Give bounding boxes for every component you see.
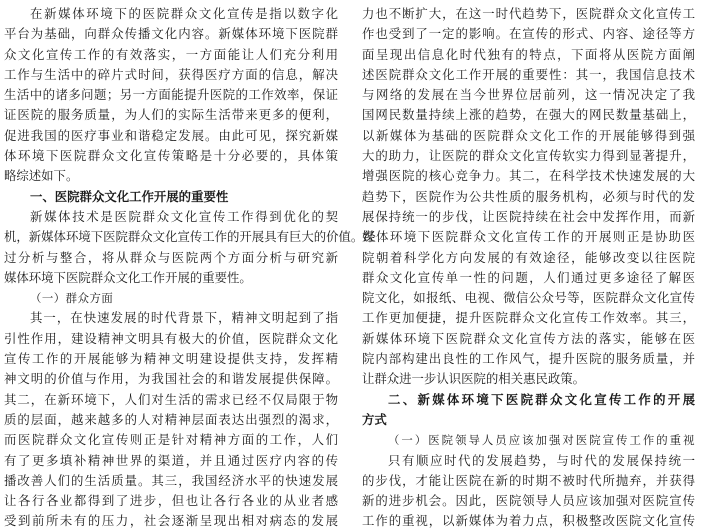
text-line: 机，新媒体环境下医院群众文化宣传工作的开展具有巨大的价值。经 [4,229,376,245]
text-line: 只有顺应时代的发展趋势，与时代的发展保持统一 [388,452,695,468]
text-line: 面呈现出信息化时代独有的特点，下面将从医院方面阐 [362,46,695,62]
subsection-heading: （一）群众方面 [30,291,114,306]
text-line: 作也受到了一定的影响。在宣传的形式、内容、途径等方 [362,26,695,42]
text-line: 播改善人们的生活质量。其三，我国经济水平的快速发展 [4,472,338,488]
text-line: 让各行各业都得到了进步，但也让各行各业的从业者感 [4,493,338,509]
text-line: 促进我国的医疗事业和谐稳定发展。由此可见，探究新媒 [4,127,338,143]
text-line: 与网络的发展在当今世界位居前列，这一情况决定了我 [362,87,695,103]
text-line: 质的层面，越来越多的人对精神层面表达出强烈的渴求， [4,411,338,427]
text-line: 众文化宣传工作的有效落实，一方面能让人们充分利用 [4,46,338,62]
text-line: 平台为基础，向群众传播文化内容。新媒体环境下医院群 [4,26,338,42]
text-line: 趋势下，医院作为公共性质的服务机构，必须与时代的发 [362,188,695,204]
text-line: 其一，在快速发展的时代背景下，精神文明起到了指 [30,310,338,326]
text-line: 新的进步机会。因此，医院领导人员应该加强对医院宣传 [362,493,695,509]
text-line: 证医院的服务质量，为人们的实际生活带来更多的便利， [4,107,338,123]
text-line: 在新媒体环境下的医院群众文化宣传是指以数字化 [30,6,338,21]
text-line: 增强医院的核心竞争力。其二，在科学技术快速发展的大 [362,168,695,184]
text-line: 工作更加便捷，提升医院群众文化宣传工作效率。其三， [362,310,695,326]
text-line: 院文化，如报纸、电视、微信公众号等，医院群众文化宣传 [362,290,695,306]
text-line: 大的助力，让医院的群众文化宣传软实力得到显著提升， [362,148,695,164]
text-line: 媒体环境下医院群众文化宣传工作的开展则正是协助医 [362,229,695,245]
text-line: 生活中的诸多问题；另一方面能提升医院的工作效率，保证 [4,87,338,103]
subsection-heading: （一）医院领导人员应该加强对医院宣传工作的重视 [388,433,695,448]
text-line: 受到前所未有的压力，社会逐渐呈现出相对病态的发展 [4,513,338,529]
text-line: 院内部构建出良性的工作风气，提升医院的服务质量，并 [362,351,695,367]
text-line: 力也不断扩大，在这一时代趋势下，医院群众文化宣传工 [362,6,695,21]
text-line: 述医院群众文化工作开展的重要性：其一，我国信息技术 [362,66,695,82]
section-heading: 二、新媒体环境下医院群众文化宣传工作的开展 [388,391,695,407]
section-heading: 方式 [362,411,387,427]
text-line: 略综述如下。 [4,168,79,184]
text-line: 的步伐，才能让医院在新的时期不被时代所抛弃，并获得 [362,472,695,488]
text-line: 而医院群众文化宣传则正是针对精神方面的工作，人们 [4,432,338,448]
text-line: 其二，在新环境下，人们对生活的需求已经不仅局限于物 [4,391,338,407]
text-line: 工作的重视，以新媒体为着力点，积极整改医院文化宣传 [362,513,695,529]
text-line: 媒体环境下医院群众文化工作开展的重要性。 [4,269,252,285]
text-line: 神文明的价值与作用，为我国社会的和谐发展提供保障。 [4,371,338,387]
text-line: 宣传工作的开展能够为精神文明建设提供支持，发挥精 [4,351,338,367]
text-line: 让群众进一步认识医院的相关惠民政策。 [362,371,586,387]
text-line: 过分析与整合，将从群众与医院两个方面分析与研究新 [4,249,338,265]
text-line: 工作与生活中的碎片式时间，获得医疗方面的信息，解决 [4,66,338,82]
text-line: 群众文化宣传单一性的问题，人们通过更多途径了解医 [362,269,695,285]
text-line: 国网民数量持续上涨的趋势，在强大的网民数量基础上， [362,107,695,123]
text-line: 引性作用，建设精神文明具有极大的价值，医院群众文化 [4,330,338,346]
text-line: 体环境下医院群众文化宣传策略是十分必要的，具体策 [4,148,338,164]
section-heading: 一、医院群众文化工作开展的重要性 [30,188,229,204]
text-line: 以新媒体为基础的医院群众文化工作的开展能够得到强 [362,127,695,143]
text-line: 有了更多填补精神世界的渠道，并且通过医疗内容的传 [4,452,338,468]
text-line: 新媒体技术是医院群众文化宣传工作得到优化的契 [30,208,338,224]
right-column [362,4,695,532]
text-line: 新媒体环境下医院群众文化宣传方法的落实，能够在医 [362,330,695,346]
text-line: 展保持统一的步伐，让医院持续在社会中发挥作用，而新 [362,208,695,224]
text-line: 院朝着科学化方向发展的有效途径，能够改变以往医院 [362,249,695,265]
